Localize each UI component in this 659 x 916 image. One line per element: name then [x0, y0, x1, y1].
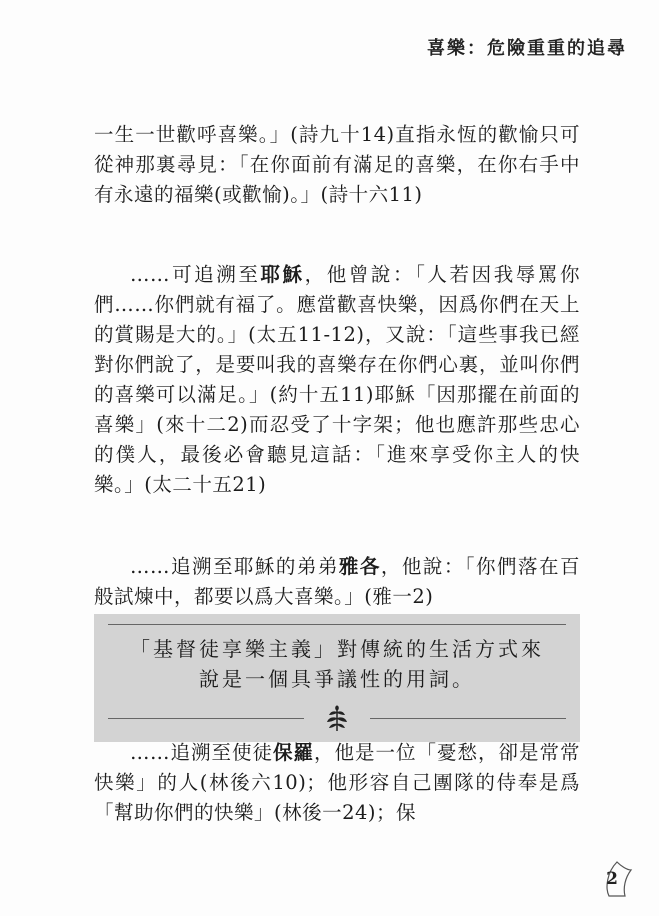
pull-quote-line-1: 「基督徒享樂主義」對傳統的生活方式來: [130, 637, 544, 661]
pull-quote-text: [94, 634, 580, 694]
paragraph-3-body: ，他說：「你們落在百般試煉中，都要以爲大喜樂。」(雅一2): [94, 555, 580, 608]
pull-quote-line-2: 說是一個具爭議性的用詞。: [199, 667, 475, 691]
paragraph-2-name: 耶穌: [260, 263, 305, 286]
paragraph-3-lead: ……追溯至耶穌的弟弟: [130, 555, 339, 578]
paragraph-4: [94, 738, 580, 828]
pull-quote-bottom-rule-right: [370, 718, 566, 719]
paragraph-4-name: 保羅: [273, 741, 314, 764]
paragraph-1: 一生一世歡呼喜樂。」(詩九十14)直指永恆的歡愉只可從神那裏尋見：「在你面前有滿足的喜樂，在你右手中有永遠的福樂(或歡愉)。」(詩十六11): [94, 123, 580, 206]
pull-quote-top-rule: [108, 624, 566, 625]
paragraph-3: [94, 552, 580, 612]
pull-quote-bottom-rule-left: [108, 718, 304, 719]
paragraph-2-body: ，他曾說：「人若因我辱罵你們……你們就有福了。應當歡喜快樂，因爲你們在天上的賞賜是大的。」(太五11-12)，又說：「這些事我已經對你們說了，是要叫我的喜樂存在你們心裏，並叫你們的喜樂可以滿足。」(約十五11)耶穌「因那擺在前面的喜樂」(來十二2)而忍受了十字架；他也應許那些忠心的僕人，最後必會聽見這話：「進來享受你主人的快樂。」(太二十五21): [94, 263, 580, 496]
paragraph-3-name: 雅各: [338, 555, 381, 578]
paragraph-2-lead: ……可追溯至: [130, 263, 261, 286]
leaf-sprig-ornament-icon: [322, 704, 352, 734]
page-number: 2: [606, 869, 618, 889]
paragraph-4-body: ，他是一位「憂愁，卻是常常快樂」的人(林後六10)；他形容自己團隊的侍奉是爲「幫助你們的快樂」(林後一24)；保: [94, 741, 580, 824]
running-head: 喜樂：危險重重的追尋: [427, 38, 627, 59]
paragraph-4-lead: ……追溯至使徒: [130, 741, 273, 764]
pull-quote-box: [94, 614, 580, 742]
paragraph-2: [94, 260, 580, 500]
